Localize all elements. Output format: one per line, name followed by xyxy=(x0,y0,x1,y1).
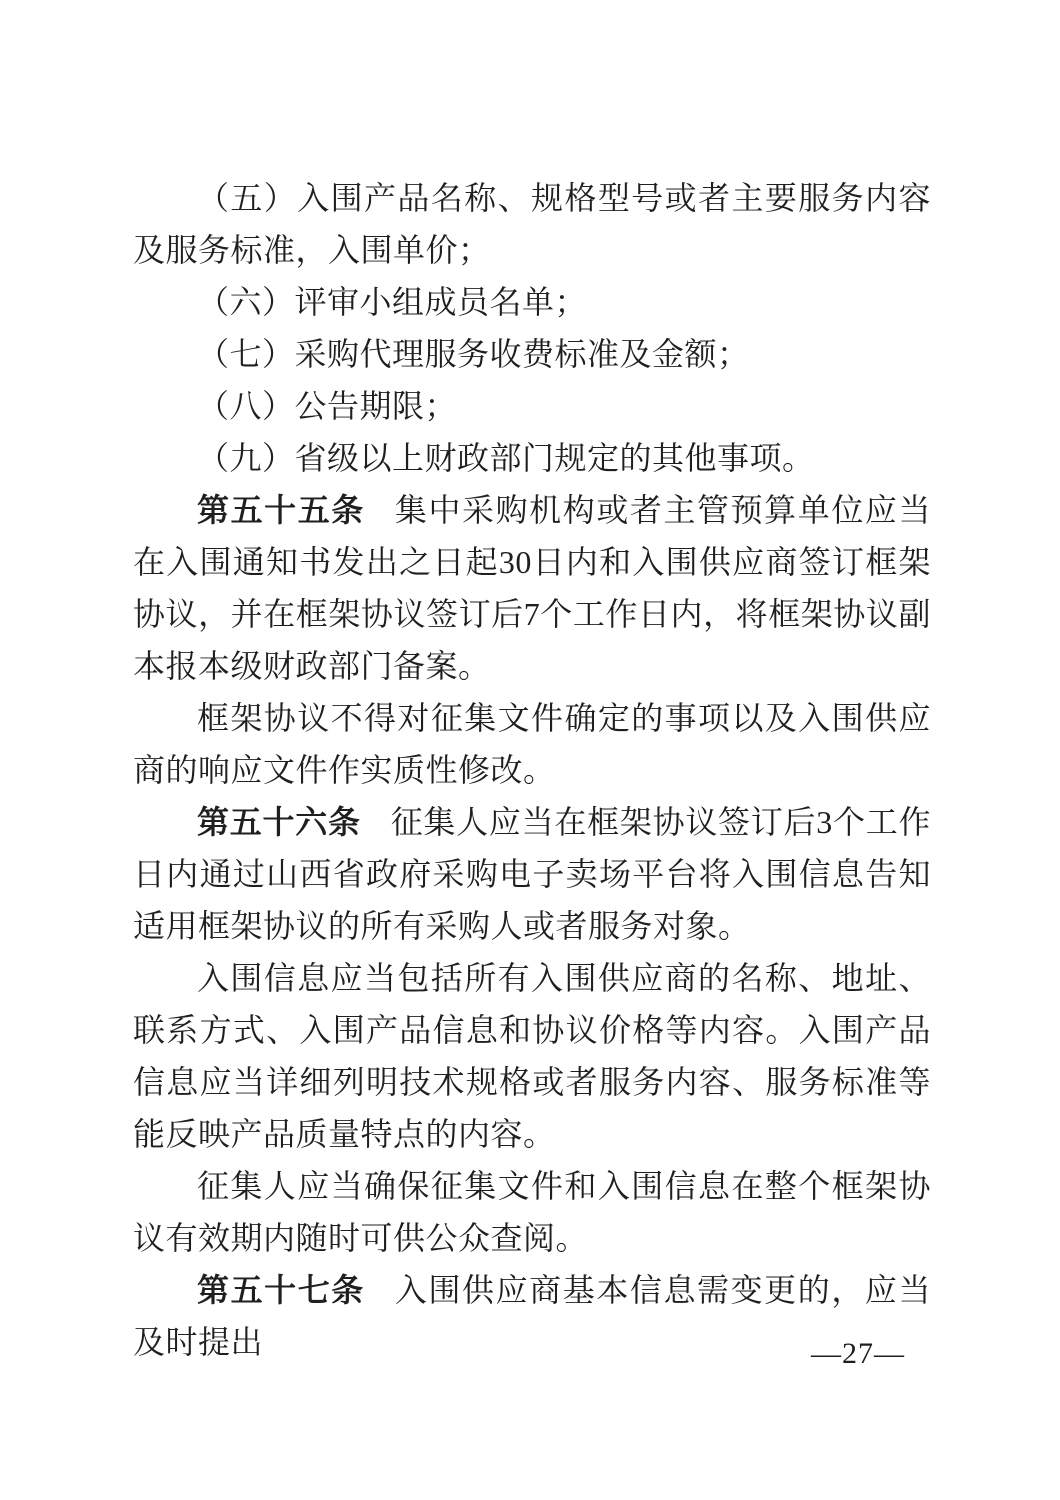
article-55-number: 第五十五条 xyxy=(197,492,365,528)
article-57-body: 入围供应商基本信息需变更的，应当及时提出 xyxy=(133,1272,931,1360)
list-item-7: （七）采购代理服务收费标准及金额； xyxy=(197,336,750,372)
list-item-9: （九）省级以上财政部门规定的其他事项。 xyxy=(197,440,815,476)
article-56-paragraph xyxy=(133,796,931,952)
list-item-8: （八）公告期限； xyxy=(197,388,458,424)
list-item-5: （五）入围产品名称、规格型号或者主要服务内容及服务标准，入围单价； xyxy=(133,180,931,268)
article-56-body: 征集人应当在框架协议签订后3个工作日内通过山西省政府采购电子卖场平台将入围信息告知适用框架协议的所有采购人或者服务对象。 xyxy=(133,804,931,944)
article-57-number: 第五十七条 xyxy=(197,1272,365,1308)
article-56-number: 第五十六条 xyxy=(197,804,361,840)
article-56-paragraph-2: 入围信息应当包括所有入围供应商的名称、地址、联系方式、入围产品信息和协议价格等内容。入围产品信息应当详细列明技术规格或者服务内容、服务标准等能反映产品质量特点的内容。 xyxy=(133,960,931,1152)
document-body xyxy=(133,172,931,1368)
article-55-body: 集中采购机构或者主管预算单位应当在入围通知书发出之日起30日内和入围供应商签订框架协议，并在框架协议签订后7个工作日内，将框架协议副本报本级财政部门备案。 xyxy=(133,492,931,684)
article-55-paragraph-2: 框架协议不得对征集文件确定的事项以及入围供应商的响应文件作实质性修改。 xyxy=(133,700,931,788)
article-56-paragraph-3: 征集人应当确保征集文件和入围信息在整个框架协议有效期内随时可供公众查阅。 xyxy=(133,1168,931,1256)
list-item-6: （六）评审小组成员名单； xyxy=(197,284,588,320)
article-55-paragraph xyxy=(133,484,931,692)
page-number: —27— xyxy=(811,1337,905,1370)
